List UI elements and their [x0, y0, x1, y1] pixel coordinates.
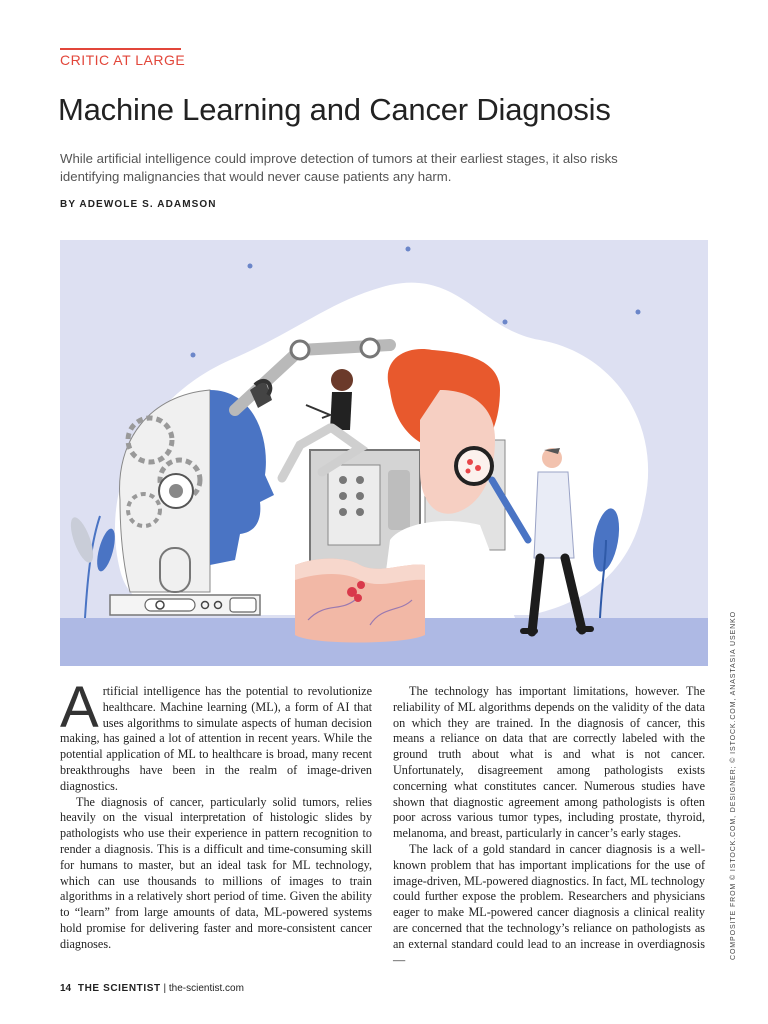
- page-footer: [60, 983, 244, 994]
- body-paragraph-3: The technology has important limitations, however. The reliability of ML algorithms depends on the validity of the data on which they are trained. In the diagnosis of cancer, this means a reliance on data that are correctly labeled with the ground truth about what is and what is not cancer. Unfortunately, disagreement among pathologists exists concerning what constitutes cancer. Numerous studies have shown that diagnostic agreement among pathologists is often poor across various tumor types, including prostate, thyroid, melanoma, and breast, particularly in cancer’s early stages.: [393, 684, 705, 841]
- body-paragraph-4: The lack of a gold standard in cancer diagnosis is a well-known problem that has important implications for the use of image-driven, ML-powered diagnostics. In fact, ML technology could further expose the problem. Researchers and physicians eager to make ML-powered cancer diagnosis a clinical reality are concerned that the technology’s reliance on pathologists as an external standard could lead to an increase in overdiagnosis—: [393, 841, 705, 967]
- footer-separator: |: [163, 983, 167, 994]
- body-column-left: [60, 675, 372, 953]
- drop-cap: A: [60, 675, 99, 740]
- article-title: Machine Learning and Cancer Diagnosis: [58, 92, 611, 127]
- section-label: CRITIC AT LARGE: [60, 52, 186, 68]
- body-paragraph-2: The diagnosis of cancer, particularly solid tumors, relies heavily on the visual interpretation of histologic slides by pathologists who use their experience in pattern recognition to render a diagnosis. This is a difficult and time-consuming skill for humans to master, but an ideal task for ML technology, which can use thousands to millions of images to train algorithms in a relatively short period of time. Given the ability to “learn” from large amounts of data, ML-powered systems hold promise for delivering faster and more-consistent cancer diagnoses.: [60, 794, 372, 951]
- publication-url[interactable]: the-scientist.com: [168, 983, 244, 994]
- illustration: [60, 240, 708, 666]
- byline: BY ADEWOLE S. ADAMSON: [60, 199, 217, 210]
- article-dek: While artificial intelligence could improve detection of tumors at their earliest stages, it also risks identifying malignancies that would never cause patients any harm.: [60, 151, 618, 184]
- body-paragraph-1: Artificial intelligence has the potential to revolutionize healthcare. Machine learning (ML), a form of AI that uses algorithms to simulate aspects of human decision making, has gained a lot of attention in recent years. While the potential application of ML to healthcare is broad, many recent breakthroughs have been in the realm of image-driven diagnostics.: [60, 675, 372, 793]
- control-panel-icon: [110, 595, 260, 615]
- page-number: 14: [60, 983, 72, 994]
- body-column-right: [393, 684, 705, 968]
- skin-cross-section-icon: [295, 559, 425, 643]
- section-rule: [60, 48, 181, 50]
- photo-credit: COMPOSITE FROM © ISTOCK.COM, DESIGNER; © ISTOCK.COM, ANASTASIA USENKO: [730, 611, 737, 960]
- publication-name: THE SCIENTIST: [77, 983, 161, 994]
